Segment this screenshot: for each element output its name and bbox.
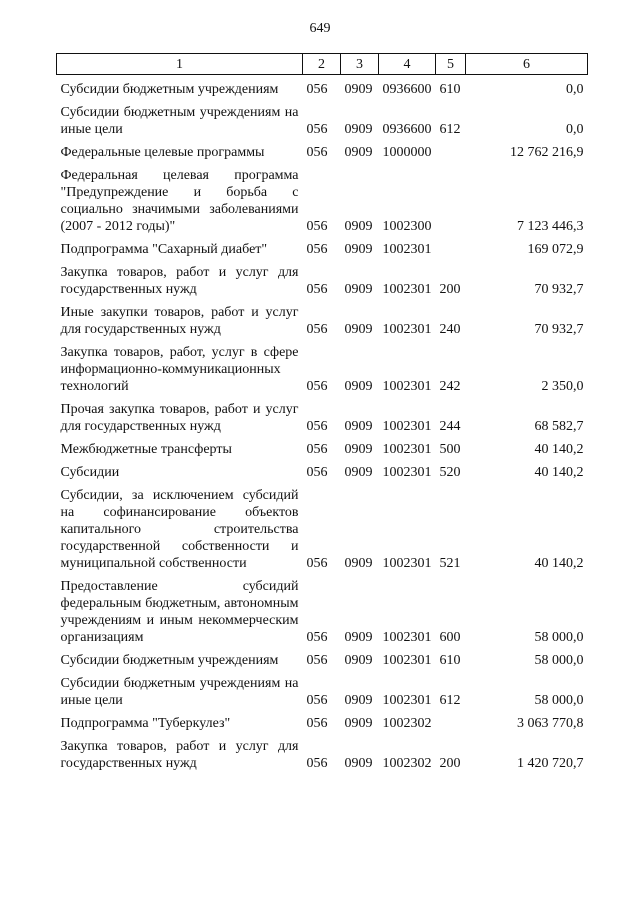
row-expense-type [436, 167, 466, 241]
table-row [57, 241, 588, 264]
row-expense-type: 612 [439, 122, 461, 137]
row-target-article: 1002301 [382, 693, 432, 708]
row-amount: 40 140,2 [534, 442, 584, 457]
row-target-article: 1002301 [382, 242, 432, 257]
header-col-3: 3 [341, 54, 379, 75]
budget-table [56, 53, 588, 778]
row-amount: 58 000,0 [534, 630, 584, 645]
row-amount: 3 063 770,8 [517, 716, 584, 731]
row-section-code: 0909 [344, 282, 373, 297]
row-name: Межбюджетные трансферты [60, 442, 232, 457]
row-amount: 2 350,0 [541, 379, 584, 394]
row-name: Закупка товаров, работ и услуг для государственных нужд [60, 739, 299, 771]
row-section-code: 0909 [344, 653, 373, 668]
row-target-article: 1002302 [382, 756, 432, 771]
row-ved-code: 056 [306, 322, 328, 337]
row-section-code: 0909 [344, 322, 373, 337]
row-amount: 70 932,7 [534, 282, 584, 297]
page-number: 649 [309, 21, 331, 36]
row-name: Закупка товаров, работ, услуг в сфере информационно-коммуникационных технологий [60, 345, 299, 394]
row-expense-type: 610 [439, 653, 461, 668]
row-target-article: 1002302 [382, 716, 432, 731]
row-expense-type [436, 715, 466, 738]
row-section-code: 0909 [344, 693, 373, 708]
row-section-code: 0909 [344, 630, 373, 645]
row-name: Подпрограмма "Сахарный диабет" [60, 242, 268, 257]
row-section-code: 0909 [344, 82, 373, 97]
row-amount: 58 000,0 [534, 693, 584, 708]
row-ved-code: 056 [306, 219, 328, 234]
row-name: Иные закупки товаров, работ и услуг для государственных нужд [60, 305, 299, 337]
row-expense-type: 500 [439, 442, 461, 457]
row-expense-type [436, 241, 466, 264]
row-expense-type: 244 [439, 419, 461, 434]
row-amount: 12 762 216,9 [510, 145, 584, 160]
table-row [57, 264, 588, 304]
row-amount: 0,0 [566, 82, 584, 97]
row-section-code: 0909 [344, 122, 373, 137]
row-ved-code: 056 [306, 122, 328, 137]
row-expense-type: 200 [439, 756, 461, 771]
row-amount: 40 140,2 [534, 556, 584, 571]
row-section-code: 0909 [344, 756, 373, 771]
row-ved-code: 056 [306, 756, 328, 771]
header-col-1: 1 [57, 54, 303, 75]
row-ved-code: 056 [306, 716, 328, 731]
table-row [57, 675, 588, 715]
table-row [57, 167, 588, 241]
table-header-row [57, 54, 588, 75]
row-section-code: 0909 [344, 716, 373, 731]
row-amount: 40 140,2 [534, 465, 584, 480]
row-expense-type [436, 144, 466, 167]
row-name: Федеральная целевая программа "Предупреждение и борьба с социально значимыми заболеваниями (2007 - 2012 годы)" [60, 168, 299, 234]
row-target-article: 1002301 [382, 630, 432, 645]
table-body [57, 75, 588, 779]
header-col-5: 5 [436, 54, 466, 75]
row-expense-type: 240 [439, 322, 461, 337]
row-name: Субсидии [60, 465, 120, 480]
row-section-code: 0909 [344, 419, 373, 434]
header-col-2: 2 [303, 54, 341, 75]
row-target-article: 1002301 [382, 379, 432, 394]
row-target-article: 1002301 [382, 465, 432, 480]
row-section-code: 0909 [344, 219, 373, 234]
table-row [57, 578, 588, 652]
row-name: Подпрограмма "Туберкулез" [60, 716, 231, 731]
row-ved-code: 056 [306, 630, 328, 645]
row-amount: 0,0 [566, 122, 584, 137]
row-ved-code: 056 [306, 556, 328, 571]
row-target-article: 1002301 [382, 282, 432, 297]
row-section-code: 0909 [344, 465, 373, 480]
row-expense-type: 200 [439, 282, 461, 297]
row-target-article: 1002301 [382, 419, 432, 434]
row-ved-code: 056 [306, 242, 328, 257]
row-name: Субсидии бюджетным учреждениям [60, 653, 279, 668]
row-target-article: 0936600 [382, 82, 432, 97]
row-section-code: 0909 [344, 242, 373, 257]
header-col-6: 6 [466, 54, 588, 75]
table-row [57, 144, 588, 167]
row-name: Субсидии, за исключением субсидий на софинансирование объектов капитального строительства государственной собственности и муниципальной собственности [60, 488, 299, 571]
table-row [57, 464, 588, 487]
table-row [57, 652, 588, 675]
row-name: Прочая закупка товаров, работ и услуг для государственных нужд [60, 402, 299, 434]
row-section-code: 0909 [344, 556, 373, 571]
table-row [57, 304, 588, 344]
table-row [57, 441, 588, 464]
row-amount: 169 072,9 [527, 242, 584, 257]
row-ved-code: 056 [306, 145, 328, 160]
row-expense-type: 610 [439, 82, 461, 97]
row-amount: 7 123 446,3 [517, 219, 584, 234]
row-expense-type: 612 [439, 693, 461, 708]
header-col-4: 4 [379, 54, 436, 75]
row-ved-code: 056 [306, 653, 328, 668]
table-row [57, 738, 588, 778]
row-ved-code: 056 [306, 282, 328, 297]
row-section-code: 0909 [344, 442, 373, 457]
table-row [57, 487, 588, 578]
row-target-article: 1002301 [382, 442, 432, 457]
row-target-article: 1002301 [382, 322, 432, 337]
table-row [57, 75, 588, 105]
row-name: Предоставление субсидий федеральным бюджетным, автономным учреждениям и иным некоммерческим организациям [60, 579, 299, 645]
row-section-code: 0909 [344, 145, 373, 160]
row-expense-type: 242 [439, 379, 461, 394]
row-target-article: 1000000 [382, 145, 432, 160]
row-amount: 70 932,7 [534, 322, 584, 337]
table-row [57, 401, 588, 441]
row-expense-type: 600 [439, 630, 461, 645]
row-ved-code: 056 [306, 693, 328, 708]
row-ved-code: 056 [306, 82, 328, 97]
table-row [57, 715, 588, 738]
table-row [57, 104, 588, 144]
row-ved-code: 056 [306, 379, 328, 394]
row-amount: 58 000,0 [534, 653, 584, 668]
row-target-article: 1002301 [382, 556, 432, 571]
row-name: Закупка товаров, работ и услуг для государственных нужд [60, 265, 299, 297]
table-row [57, 344, 588, 401]
row-name: Субсидии бюджетным учреждениям на иные цели [60, 676, 299, 708]
row-amount: 1 420 720,7 [517, 756, 584, 771]
row-name: Субсидии бюджетным учреждениям [60, 82, 279, 97]
row-expense-type: 520 [439, 465, 461, 480]
row-target-article: 1002301 [382, 653, 432, 668]
row-target-article: 1002300 [382, 219, 432, 234]
row-name: Федеральные целевые программы [60, 145, 265, 160]
row-amount: 68 582,7 [534, 419, 584, 434]
row-ved-code: 056 [306, 442, 328, 457]
row-expense-type: 521 [439, 556, 461, 571]
row-ved-code: 056 [306, 465, 328, 480]
row-target-article: 0936600 [382, 122, 432, 137]
row-ved-code: 056 [306, 419, 328, 434]
row-section-code: 0909 [344, 379, 373, 394]
row-name: Субсидии бюджетным учреждениям на иные цели [60, 105, 299, 137]
